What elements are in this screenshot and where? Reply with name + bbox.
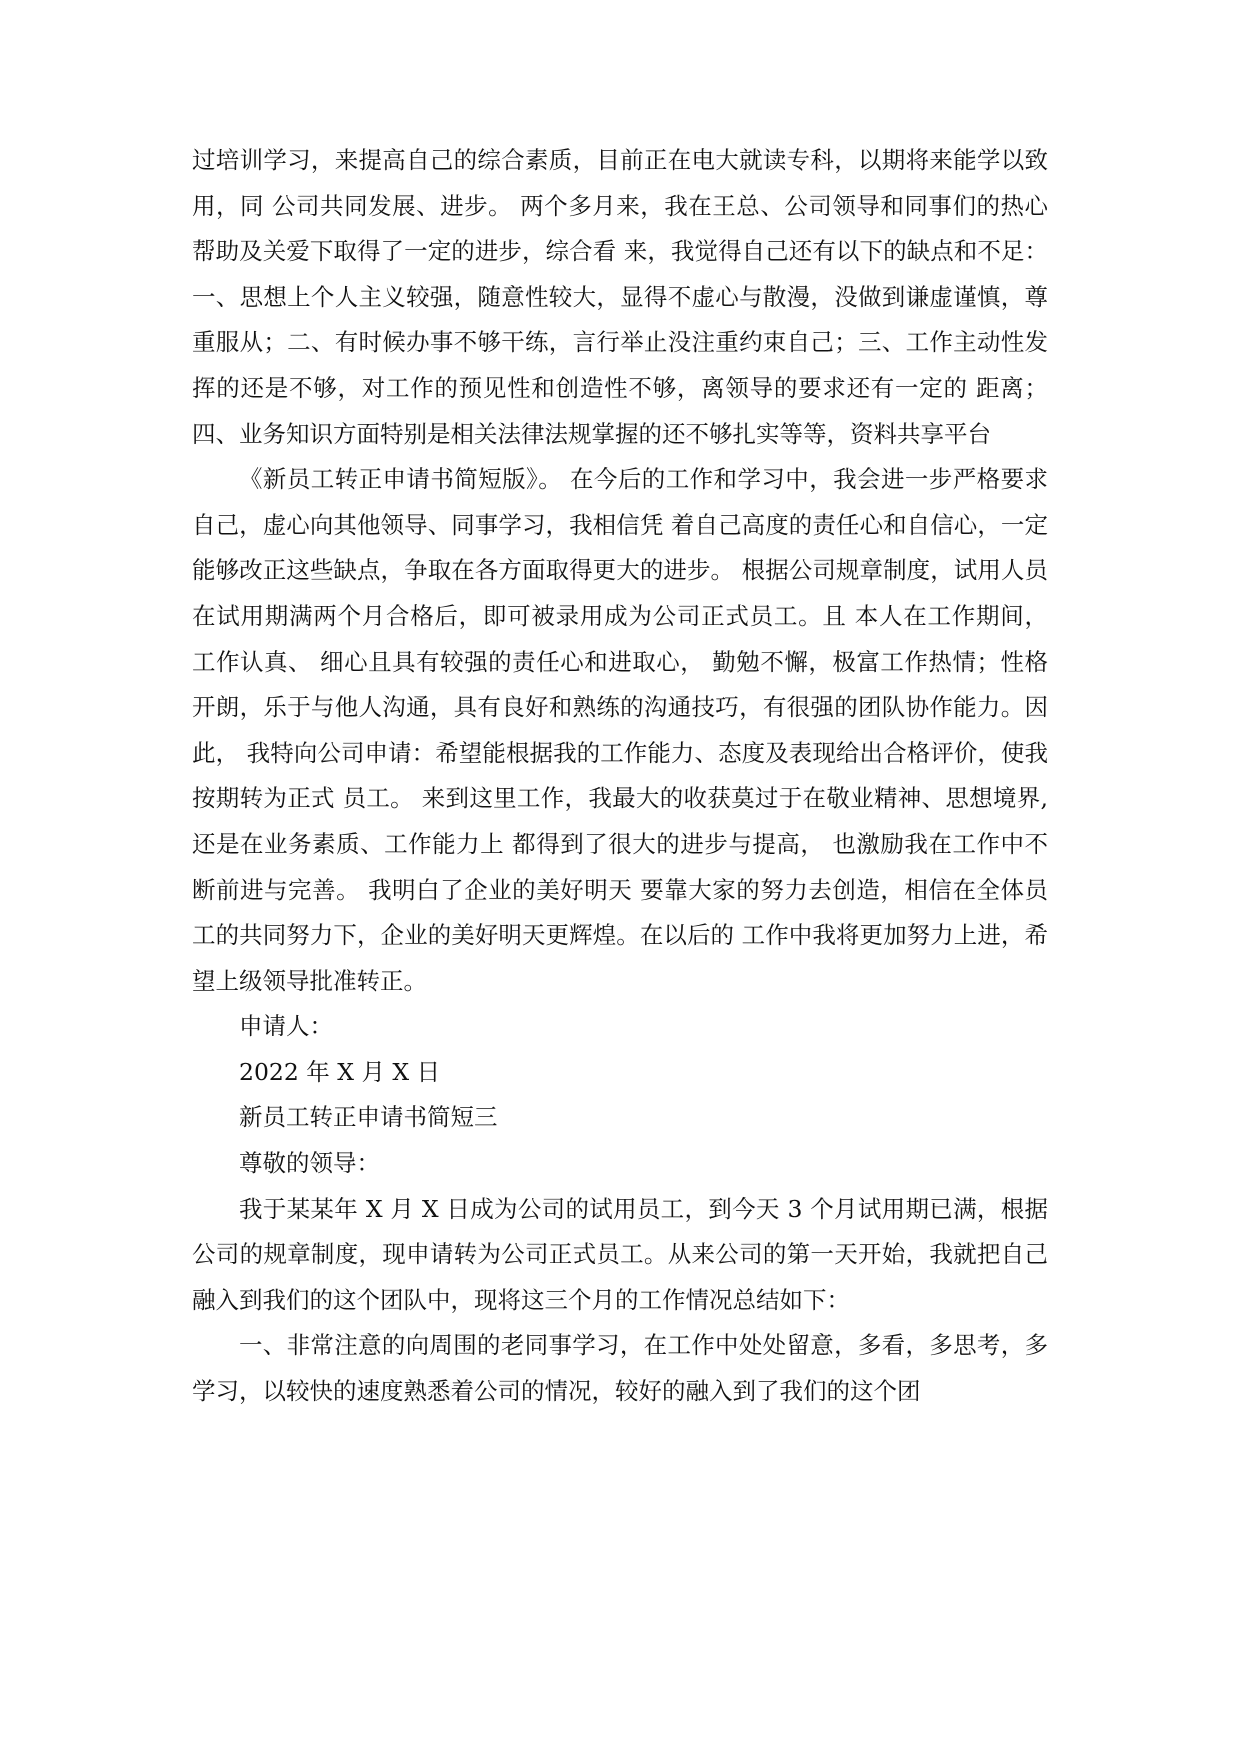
salutation: 尊敬的领导：	[239, 1149, 380, 1178]
document-body	[192, 138, 1056, 1415]
paragraph-self-assessment: 过培训学习，来提高自己的综合素质，目前正在电大就读专科，以期将来能学以致用，同 公司共同发展、进步。 两个多月来，我在王总、公司领导和同事们的热心帮助及关爱下取得了一定的进步，综合看 来，我觉得自己还有以下的缺点和不足： 一、思想上个人主义较强，随意性较大，显得不虚心与散漫，没做到谦虚谨慎，尊重服从；二、有时候办事不够干练，言行举止没注重约束自己；三、工作主动性发挥的还是不够，对工作的预见性和创造性不够，离领导的要求还有一定的 距离；四、业务知识方面特别是相关法律法规掌握的还不够扎实等等，资料共享平台	[192, 146, 1056, 448]
paragraph-intro: 我于某某年 X 月 X 日成为公司的试用员工，到今天 3 个月试用期已满，根据公司的规章制度，现申请转为公司正式员工。从来公司的第一天开始，我就把自己融入到我们的这个团队中，现将这三个月的工作情况总结如下：	[192, 1194, 1048, 1314]
paragraph-application-body: 《新员工转正申请书简短版》。 在今后的工作和学习中，我会进一步严格要求自己，虚心向其他领导、同事学习，我相信凭 着自己高度的责任心和自信心，一定能够改正这些缺点，争取在各方面取得更大的进步。 根据公司规章制度，试用人员在试用期满两个月合格后，即可被录用成为公司正式员工。且 本人在工作期间， 工作认真、 细心且具有较强的责任心和进取心， 勤勉不懈，极富工作热情；性格开朗，乐于与他人沟通，具有良好和熟练的沟通技巧，有很强的团队协作能力。因此， 我特向公司申请：希望能根据我的工作能力、态度及表现给出合格评价，使我按期转为正式 员工。 来到这里工作，我最大的收获莫过于在敬业精神、思想境界,还是在业务素质、工作能力上 都得到了很大的进步与提高， 也激励我在工作中不断前进与完善。 我明白了企业的美好明天 要靠大家的努力去创造，相信在全体员工的共同努力下，企业的美好明天更辉煌。在以后的 工作中我将更加努力上进，希望上级领导批准转正。	[192, 465, 1056, 995]
applicant-label: 申请人：	[239, 1012, 333, 1041]
date-line: 2022 年 X 月 X 日	[239, 1057, 441, 1086]
paragraph-point-one: 一、非常注意的向周围的老同事学习，在工作中处处留意，多看，多思考，多学习，以较快的速度熟悉着公司的情况，较好的融入到了我们的这个团	[192, 1331, 1048, 1406]
section-title: 新员工转正申请书简短三	[239, 1103, 498, 1132]
